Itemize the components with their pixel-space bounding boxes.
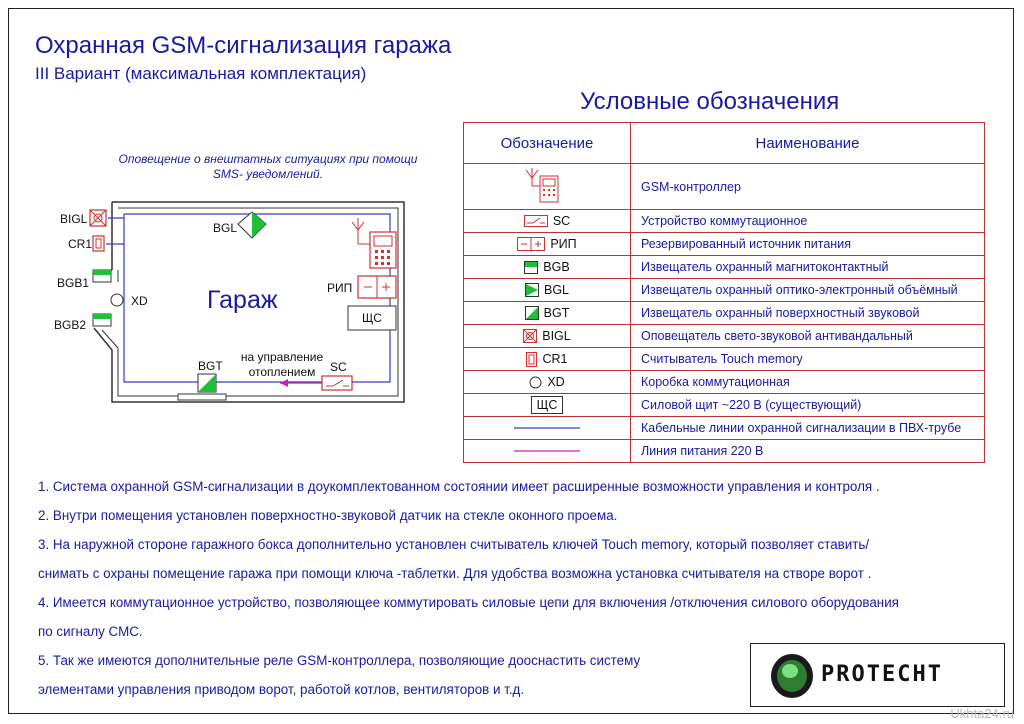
legend-name: GSM-контроллер [631, 164, 985, 210]
legend-header-row [464, 123, 985, 164]
sms-note: Оповещение о внештатных ситуациях при помощи SMS- уведомлений. [118, 152, 418, 181]
protecht-logo [750, 643, 1005, 707]
legend-name: Силовой щит ~220 В (существующий) [631, 394, 985, 417]
bgl-motion-sensor-icon [238, 212, 266, 238]
legend-row [464, 279, 985, 302]
legend-name: Считыватель Touch memory [631, 348, 985, 371]
bgt-glass-break-sensor-icon [525, 306, 539, 320]
bgb2-magnetic-sensor-icon [93, 314, 111, 326]
legend-row [464, 164, 985, 210]
label-sc: SC [330, 360, 347, 374]
note-line: 2. Внутри помещения установлен поверхностно-звуковой датчик на стекле оконного проема. [38, 508, 618, 523]
garage-plan [0, 0, 460, 420]
legend-row [464, 302, 985, 325]
note-line: 5. Так же имеются дополнительные реле GSM-контроллера, позволяющие дооснастить систему [38, 653, 641, 668]
logo-text: PROTECHT [821, 662, 943, 687]
label-rip: РИП [327, 281, 353, 295]
label-bgl: BGL [213, 221, 238, 235]
legend-name: Устройство коммутационное [631, 210, 985, 233]
gsm-controller-icon [464, 164, 624, 206]
label-bgt: BGT [198, 359, 223, 373]
legend-row [464, 371, 985, 394]
legend-name: Резервированный источник питания [631, 233, 985, 256]
legend-code: CR1 [542, 352, 568, 366]
page-subtitle: III Вариант (максимальная комплектация) [35, 64, 367, 83]
shs-switchboard-icon: ЩС [531, 396, 564, 414]
legend-row [464, 394, 985, 417]
cr1-reader-icon [526, 352, 537, 367]
legend-row [464, 210, 985, 233]
alarm-cable-line-icon [514, 425, 580, 431]
bigl-siren-icon [90, 210, 106, 226]
legend-name: Линия питания 220 В [631, 440, 985, 463]
label-heating: на управление отоплением [240, 350, 324, 379]
legend-col-name: Наименование [631, 123, 985, 164]
legend-name: Извещатель охранный магнитоконтактный [631, 256, 985, 279]
label-cr1: CR1 [68, 237, 93, 251]
legend-table [463, 122, 985, 463]
legend-name: Коробка коммутационная [631, 371, 985, 394]
legend-code: BGT [543, 306, 570, 320]
legend-name: Извещатель охранный поверхностный звуковой [631, 302, 985, 325]
bgb-magnetic-sensor-icon [524, 261, 538, 274]
page-title: Охранная GSM-сигнализация гаража [35, 32, 452, 59]
label-bgb1: BGB1 [57, 276, 90, 290]
legend-name: Кабельные линии охранной сигнализации в ПВХ-трубе [631, 417, 985, 440]
note-line: 4. Имеется коммутационное устройство, позволяющее коммутировать силовые цепи для включения /отключения силового оборудования [38, 595, 899, 610]
label-xd: XD [131, 294, 148, 308]
sc-switch-icon [524, 215, 548, 227]
note-line: элементами управления приводом ворот, работой котлов, вентиляторов и т.д. [38, 682, 525, 697]
label-shs: ЩС [362, 311, 382, 325]
legend-code: BIGL [542, 329, 571, 343]
shield-icon [769, 652, 815, 700]
legend-row [464, 256, 985, 279]
legend-row [464, 440, 985, 463]
legend-name: Извещатель охранный оптико-электронный объёмный [631, 279, 985, 302]
note-line: снимать с охраны помещение гаража при помощи ключа -таблетки. Для удобства возможна установка считывателя на створе ворот . [38, 566, 872, 581]
power-line-icon [514, 448, 580, 454]
legend-title: Условные обозначения [580, 88, 840, 115]
rip-power-supply-icon [517, 237, 545, 251]
bigl-siren-icon [523, 329, 537, 343]
legend-code: SC [552, 214, 571, 228]
bgt-glass-break-sensor-icon [198, 374, 216, 392]
legend-code: BGL [543, 283, 569, 297]
note-line: 1. Система охранной GSM-сигнализации в доукомплектованном состоянии имеет расширенные возможности управления и контроля . [38, 479, 880, 494]
label-bgb2: BGB2 [54, 318, 87, 332]
legend-code: XD [547, 375, 565, 389]
legend-row [464, 233, 985, 256]
label-bigl: BIGL [60, 212, 88, 226]
rip-power-supply-icon [358, 276, 396, 298]
garage-label: Гараж [207, 286, 278, 314]
legend-code: РИП [550, 237, 577, 251]
cr1-reader-icon [93, 236, 104, 251]
bgl-motion-sensor-icon [525, 283, 539, 297]
legend-code: BGB [543, 260, 570, 274]
bgb1-magnetic-sensor-icon [93, 270, 111, 282]
note-line: 3. На наружной стороне гаражного бокса дополнительно установлен считыватель ключей Touch memory, который позволяет ставить/ [38, 537, 870, 552]
xd-junction-box-icon [529, 376, 542, 389]
legend-row [464, 348, 985, 371]
legend-name: Оповещатель свето-звуковой антивандальный [631, 325, 985, 348]
legend-row [464, 325, 985, 348]
xd-junction-box-icon [111, 294, 123, 306]
window [178, 394, 226, 400]
note-line: по сигналу СМС. [38, 624, 143, 639]
watermark: Ukhta24.ru [950, 706, 1014, 721]
legend-row [464, 417, 985, 440]
power-line-arrow-icon [280, 379, 288, 387]
legend-col-symbol: Обозначение [464, 123, 631, 164]
